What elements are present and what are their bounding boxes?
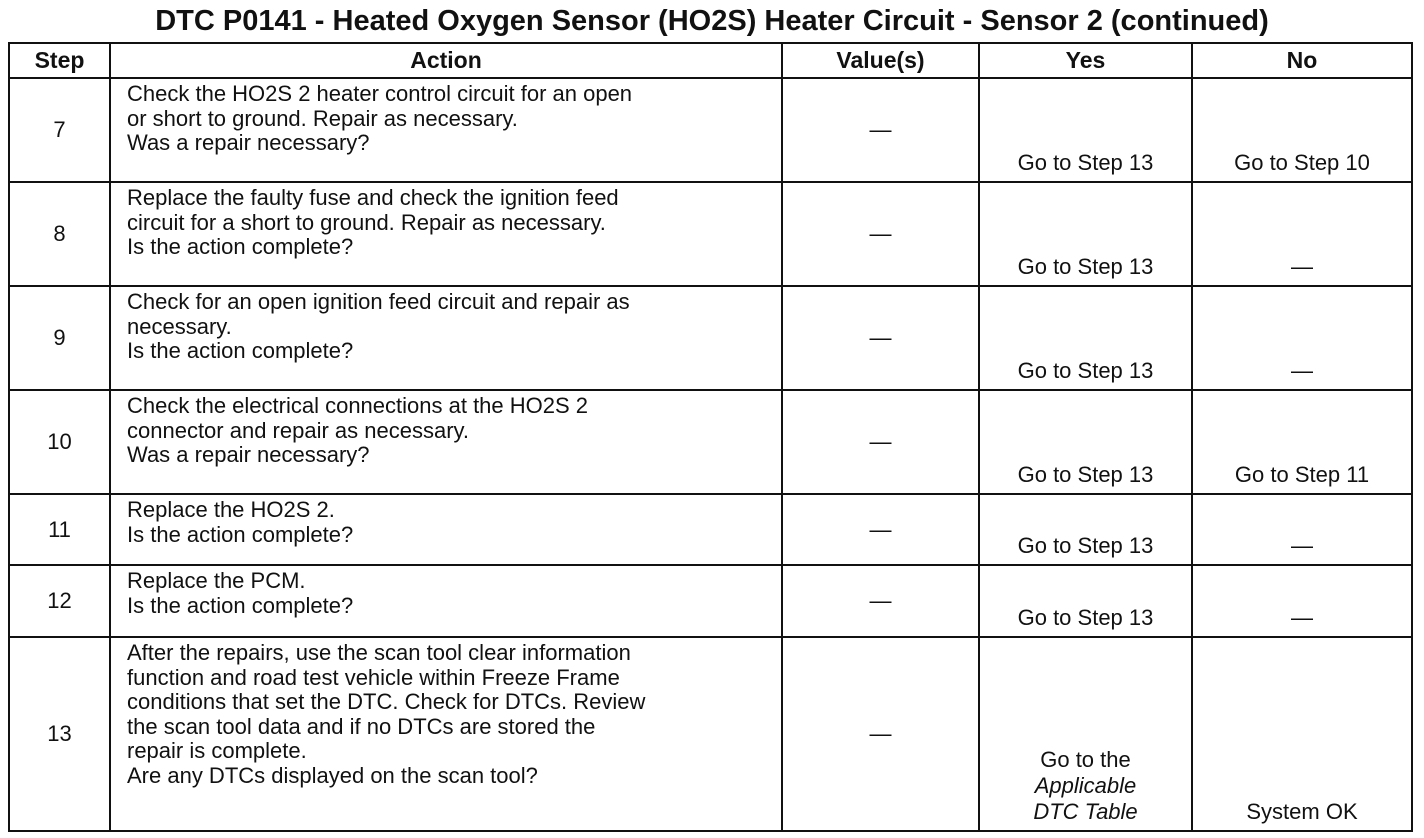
value-dash: — (869, 325, 892, 350)
yes-line: DTC Table (1033, 799, 1138, 824)
action-line: Replace the PCM. (127, 568, 306, 593)
yes-cell: Go to Step 13 (979, 286, 1192, 390)
yes-cell (979, 637, 1192, 831)
table-row (9, 182, 1412, 286)
table-row (9, 78, 1412, 182)
step-number: 7 (9, 78, 110, 182)
yes-cell: Go to Step 13 (979, 182, 1192, 286)
action-text (110, 390, 782, 494)
action-text (110, 286, 782, 390)
value-cell (782, 286, 979, 390)
value-cell (782, 78, 979, 182)
action-line: circuit for a short to ground. Repair as necessary. (127, 209, 606, 235)
column-header-yes: Yes (979, 43, 1192, 78)
table-row (9, 390, 1412, 494)
column-header-values: Value(s) (782, 43, 979, 78)
value-dash: — (869, 117, 892, 142)
value-dash: — (869, 516, 892, 542)
action-line: Was a repair necessary? (127, 130, 370, 155)
action-line: repair is complete. (127, 738, 307, 763)
column-header-no: No (1192, 43, 1412, 78)
action-line: Check for an open ignition feed circuit and repair as (127, 289, 630, 314)
action-line: Is the action complete? (127, 234, 354, 259)
yes-line: Go to the (1040, 747, 1131, 772)
action-line: connector and repair as necessary. (127, 417, 469, 443)
no-cell: Go to Step 11 (1192, 390, 1412, 494)
value-cell (782, 390, 979, 494)
value-cell (782, 565, 979, 637)
action-line: Is the action complete? (127, 592, 354, 618)
no-cell: — (1192, 182, 1412, 286)
diagnostic-table (8, 42, 1413, 832)
step-number: 12 (9, 565, 110, 637)
value-dash: — (869, 221, 892, 246)
step-number: 13 (9, 637, 110, 831)
step-number: 8 (9, 182, 110, 286)
action-line: or short to ground. Repair as necessary. (127, 105, 518, 131)
yes-cell: Go to Step 13 (979, 565, 1192, 637)
no-cell: — (1192, 565, 1412, 637)
action-line: Replace the faulty fuse and check the ignition feed (127, 185, 619, 210)
action-line: Is the action complete? (127, 338, 354, 363)
action-line: Was a repair necessary? (127, 442, 370, 467)
action-line: Is the action complete? (127, 521, 354, 547)
action-line: Replace the HO2S 2. (127, 497, 335, 522)
yes-cell: Go to Step 13 (979, 78, 1192, 182)
value-dash: — (869, 588, 892, 613)
action-text (110, 565, 782, 637)
action-line: Check the HO2S 2 heater control circuit for an open (127, 81, 633, 106)
yes-line: Applicable (1034, 773, 1137, 798)
column-header-step: Step (9, 43, 110, 78)
action-text (110, 637, 782, 831)
page-title: DTC P0141 - Heated Oxygen Sensor (HO2S) Heater Circuit - Sensor 2 (continued) (155, 5, 1269, 37)
action-line: After the repairs, use the scan tool clear information (127, 640, 631, 665)
step-number: 11 (9, 494, 110, 565)
no-cell: — (1192, 494, 1412, 565)
column-header-action: Action (110, 43, 782, 78)
no-cell: Go to Step 10 (1192, 78, 1412, 182)
step-number: 9 (9, 286, 110, 390)
value-dash: — (869, 429, 892, 454)
yes-cell: Go to Step 13 (979, 494, 1192, 565)
action-text (110, 78, 782, 182)
value-cell (782, 494, 979, 565)
yes-cell: Go to Step 13 (979, 390, 1192, 494)
table-row (9, 494, 1412, 565)
no-cell: System OK (1192, 637, 1412, 831)
table-row (9, 637, 1412, 831)
action-line: Are any DTCs displayed on the scan tool? (127, 762, 538, 788)
step-number: 10 (9, 390, 110, 494)
action-line: the scan tool data and if no DTCs are stored the (127, 713, 596, 739)
action-line: conditions that set the DTC. Check for DTCs. Review (127, 689, 646, 714)
action-line: Check the electrical connections at the HO2S 2 (127, 393, 589, 418)
action-line: function and road test vehicle within Freeze Frame (127, 664, 620, 690)
table-row (9, 286, 1412, 390)
value-dash: — (869, 721, 892, 746)
value-cell (782, 637, 979, 831)
no-cell: — (1192, 286, 1412, 390)
action-text (110, 494, 782, 565)
table-row (9, 565, 1412, 637)
table-header-row (9, 43, 1412, 78)
action-line: necessary. (127, 313, 232, 339)
action-text (110, 182, 782, 286)
value-cell (782, 182, 979, 286)
